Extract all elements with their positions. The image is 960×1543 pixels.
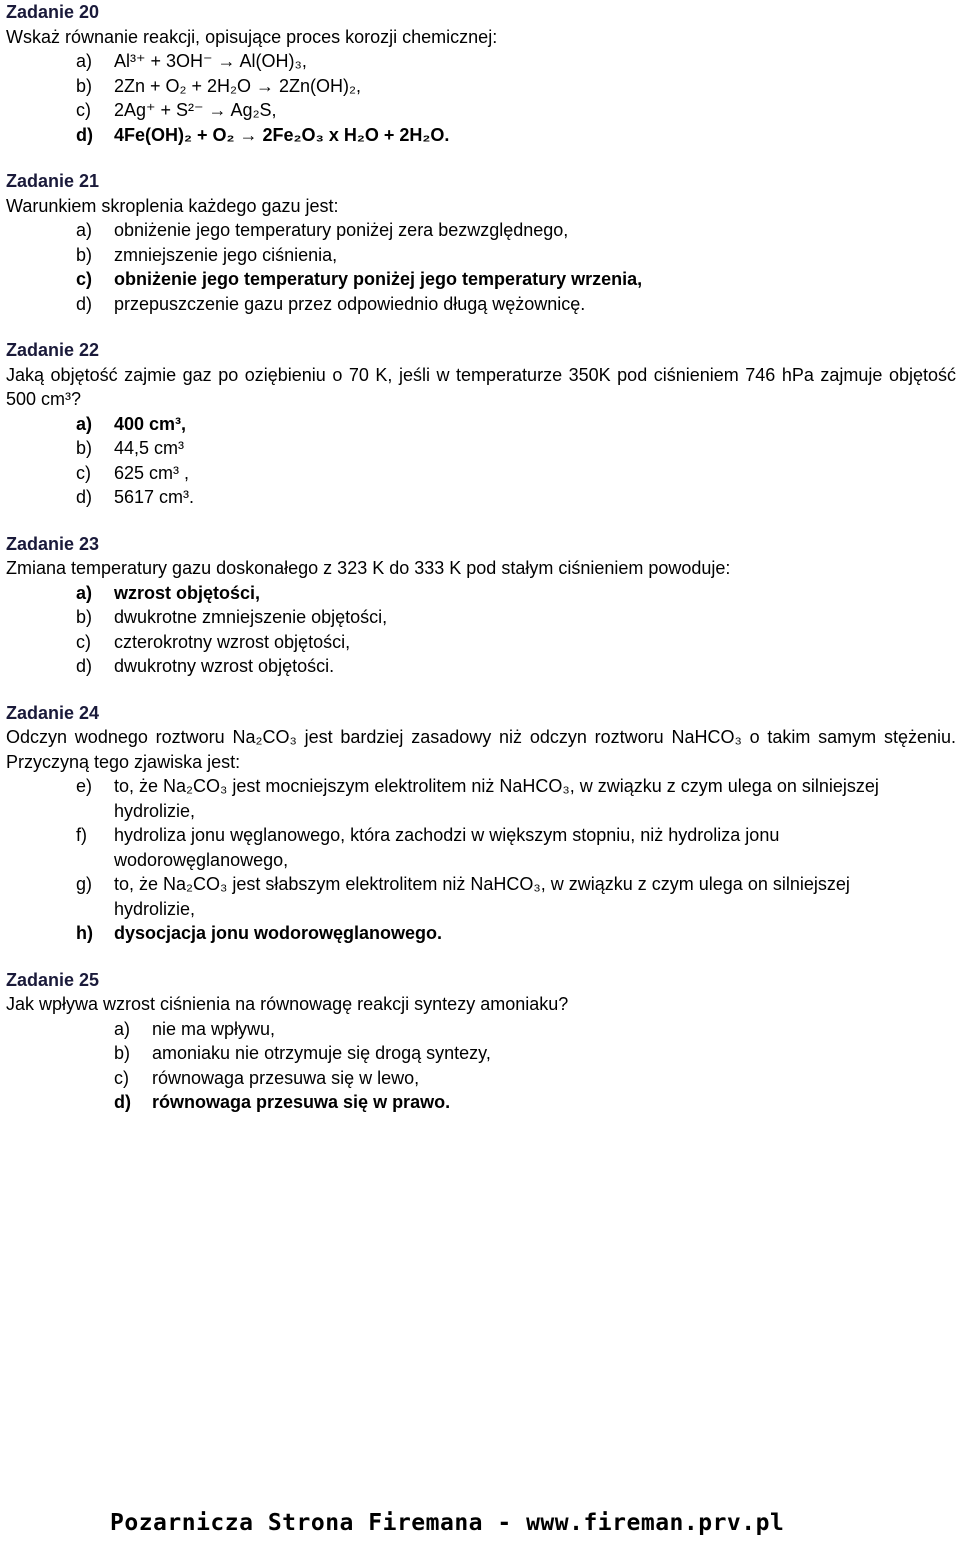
answer-option-correct: [114, 1090, 956, 1115]
option-text: to, że Na₂CO₃ jest słabszym elektrolitem niż NaHCO₃, w związku z czym ulega on silniejszej hydrolizie,: [114, 874, 850, 919]
option-text: Al³⁺ + 3OH⁻ → Al(OH)₃,: [114, 51, 307, 71]
option-text: dwukrotne zmniejszenie objętości,: [114, 607, 388, 627]
option-text: wzrost objętości,: [114, 582, 261, 603]
answer-option-correct: [76, 412, 956, 437]
task-25: [6, 968, 956, 1115]
option-letter: c): [114, 1067, 129, 1088]
answer-option: [76, 485, 956, 510]
answer-option: [114, 1017, 956, 1042]
option-text: dysocjacja jonu wodorowęglanowego.: [114, 923, 443, 943]
task-question: Jaką objętość zajmie gaz po oziębieniu o 70 K, jeśli w temperaturze 350K pod ciśnieniem 746 hPa zajmuje objętość 500 cm³?: [6, 364, 956, 409]
task-question: Odczyn wodnego roztworu Na₂CO₃ jest bardziej zasadowy niż odczyn roztworu NaHCO₃ o takim samym stężeniu. Przyczyną tego zjawiska jest:: [6, 727, 956, 772]
task-heading: Zadanie 21: [6, 171, 100, 191]
option-letter: g): [76, 874, 93, 894]
option-text: 5617 cm³.: [114, 487, 195, 507]
task-question: Jak wpływa wzrost ciśnienia na równowagę reakcji syntezy amoniaku?: [6, 994, 569, 1014]
option-text: równowaga przesuwa się w lewo,: [152, 1067, 420, 1088]
option-letter: h): [76, 923, 93, 943]
option-text: 4Fe(OH)₂ + O₂ → 2Fe₂O₃ x H₂O + 2H₂O.: [114, 124, 450, 145]
answer-option: [76, 630, 956, 655]
option-letter: d): [76, 656, 93, 676]
answer-options: [6, 412, 956, 510]
answer-option-correct: [76, 581, 956, 606]
answer-option: [76, 292, 956, 317]
option-text: przepuszczenie gazu przez odpowiednio długą wężownicę.: [114, 293, 586, 314]
option-letter: b): [76, 607, 93, 627]
task-heading: Zadanie 22: [6, 340, 100, 360]
option-letter: b): [76, 244, 93, 265]
document-page: [6, 0, 956, 1115]
task-21: [6, 169, 956, 316]
task-heading: Zadanie 25: [6, 969, 100, 990]
option-text: 2Ag⁺ + S²⁻ → Ag₂S,: [114, 100, 277, 120]
option-text: amoniaku nie otrzymuje się drogą syntezy,: [152, 1043, 491, 1063]
option-text: zmniejszenie jego ciśnienia,: [114, 244, 338, 265]
answer-option-correct: [76, 123, 956, 148]
answer-option: [76, 436, 956, 461]
option-text: 44,5 cm³: [114, 438, 185, 458]
option-text: dwukrotny wzrost objętości.: [114, 656, 335, 676]
site-footer: Pozarnicza Strona Firemana - www.fireman.prv.pl: [110, 1510, 785, 1536]
option-letter: a): [76, 582, 93, 603]
option-text: 400 cm³,: [114, 413, 187, 434]
option-text: 625 cm³ ,: [114, 462, 190, 483]
task-heading: Zadanie 24: [6, 702, 100, 723]
option-letter: a): [76, 220, 93, 240]
answer-option-correct: [76, 267, 956, 292]
option-letter: a): [76, 413, 93, 434]
task-22: [6, 338, 956, 510]
option-text: 2Zn + O₂ + 2H₂O → 2Zn(OH)₂,: [114, 75, 362, 96]
option-letter: d): [114, 1092, 131, 1112]
option-letter: c): [76, 462, 91, 483]
answer-option: [76, 98, 956, 123]
option-letter: d): [76, 293, 93, 314]
option-letter: b): [76, 438, 93, 458]
answer-option: [76, 218, 956, 243]
answer-option: [76, 49, 956, 74]
option-text: nie ma wpływu,: [152, 1018, 276, 1039]
option-letter: e): [76, 776, 93, 796]
option-text: czterokrotny wzrost objętości,: [114, 631, 351, 652]
task-question: Zmiana temperatury gazu doskonałego z 323 K do 333 K pod stałym ciśnieniem powoduje:: [6, 558, 731, 578]
option-text: obniżenie jego temperatury poniżej zera bezwzględnego,: [114, 220, 569, 240]
option-letter: a): [76, 51, 93, 71]
answer-option: [114, 1066, 956, 1091]
option-text: obniżenie jego temperatury poniżej jego temperatury wrzenia,: [114, 269, 643, 289]
answer-option: [76, 823, 886, 872]
option-letter: c): [76, 269, 93, 289]
answer-options: [6, 218, 956, 316]
task-23: [6, 532, 956, 679]
task-heading: Zadanie 23: [6, 533, 100, 554]
option-letter: d): [76, 124, 93, 145]
answer-option: [76, 461, 956, 486]
answer-options: [6, 1017, 956, 1115]
answer-options: [6, 581, 956, 679]
task-question: Wskaż równanie reakcji, opisujące proces korozji chemicznej:: [6, 26, 498, 47]
answer-options: [6, 49, 956, 147]
answer-option: [76, 605, 956, 630]
answer-option: [114, 1041, 956, 1066]
option-letter: b): [76, 75, 93, 96]
task-20: [6, 0, 956, 147]
answer-option: [76, 654, 956, 679]
option-text: hydroliza jonu węglanowego, która zachodzi w większym stopniu, niż hydroliza jonu wodorowęglanowego,: [114, 825, 780, 870]
option-letter: a): [114, 1018, 131, 1039]
answer-option: [76, 74, 956, 99]
answer-option: [76, 243, 956, 268]
answer-option-correct: [76, 921, 886, 946]
answer-options: [6, 774, 956, 946]
option-letter: d): [76, 487, 93, 507]
task-24: [6, 701, 956, 946]
task-heading: Zadanie 20: [6, 2, 100, 22]
option-letter: c): [76, 100, 91, 120]
task-question: Warunkiem skroplenia każdego gazu jest:: [6, 195, 339, 216]
option-text: równowaga przesuwa się w prawo.: [152, 1092, 451, 1112]
option-letter: c): [76, 631, 91, 652]
answer-option: [76, 872, 886, 921]
option-letter: f): [76, 825, 87, 845]
option-letter: b): [114, 1043, 131, 1063]
answer-option: [76, 774, 886, 823]
option-text: to, że Na₂CO₃ jest mocniejszym elektrolitem niż NaHCO₃, w związku z czym ulega on silniejszej hydrolizie,: [114, 776, 879, 821]
